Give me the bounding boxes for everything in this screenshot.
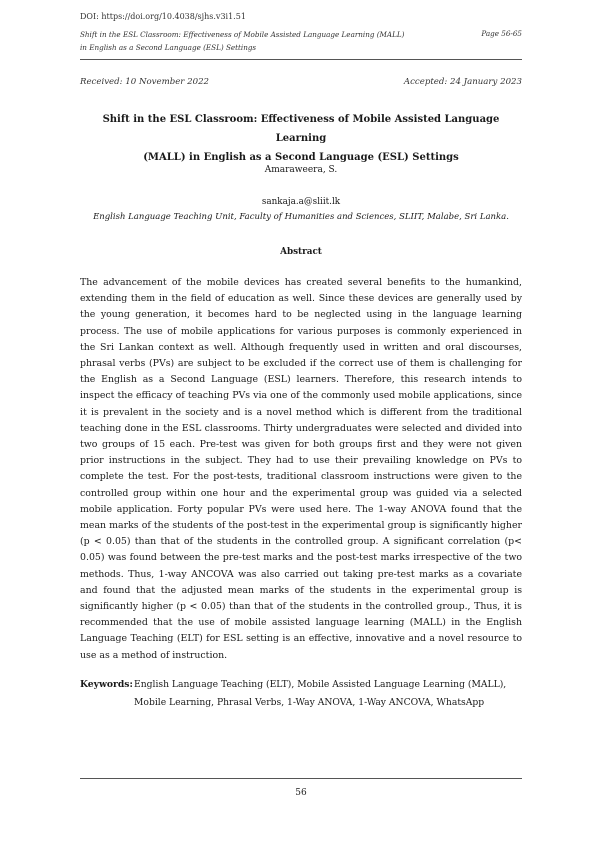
page-range: Page 56-65 (481, 29, 522, 38)
running-title-line2: in English as a Second Language (ESL) Settings (80, 42, 257, 52)
keywords-label: Keywords: (80, 679, 133, 690)
abstract-heading: Abstract (280, 247, 322, 257)
header-rule (80, 59, 522, 60)
running-title-line1: Shift in the ESL Classroom: Effectiveness of Mobile Assisted Language Learning (MALL) (80, 30, 405, 39)
footer-rule (80, 778, 522, 779)
keywords-list: English Language Teaching (ELT), Mobile Assisted Language Learning (MALL), Mobile Learning, Phrasal Verbs, 1-Way ANOVA, 1-Way ANCOVA, WhatsApp (134, 679, 507, 708)
author-name: Amaraweera, S. (264, 165, 338, 175)
abstract-body: The advancement of the mobile devices has created several benefits to the humankind, extending them in the field of education as well. Since these devices are generally used by the young generation, it becomes hard to be neglected using in the language learning process. The use of mobile applications for various purposes is commonly experienced in the Sri Lankan context as well. Although frequently used in written and oral discourses, phrasal verbs (PVs) are subject to be excluded if the correct use of them is challenging for the English as a Second Language (ESL) learners. Therefore, this research intends to inspect the efficacy of teaching PVs via one of the commonly used mobile applications, since it is prevalent in the society and is a novel method which is different from the traditional teaching done in the ESL classrooms. Thirty undergraduates were selected and divided into two groups of 15 each. Pre-test was given for both groups first and they were not given prior instructions in the subject. They had to use their prevailing knowledge on PVs to complete the test. For the post-tests, traditional classroom instructions were given to the controlled group within one hour and the experimental group was guided via a selected mobile application. Forty popular PVs were used here. The 1-way ANOVA found that the mean marks of the students of the post-test in the experimental group is significantly higher (p < 0.05) than that of the students in the controlled group. A significant correlation (p< 0.05) was found between the pre-test marks and the post-test marks irrespective of the two methods. Thus, 1-way ANCOVA was also carried out taking pre-test marks as a covariate and found that the adjusted mean marks of the students in the experimental group is significantly higher (p < 0.05) than that of the students in the controlled group., Thus, it is recommended that the use of mobile assisted language learning (MALL) in the English Language Teaching (ELT) for ESL setting is an effective, innovative and a novel resource to use as a method of instruction. (80, 277, 522, 661)
author-affiliation: English Language Teaching Unit, Faculty of Humanities and Sciences, SLIIT, Malabe, Sri Lanka. (93, 212, 509, 222)
running-title (80, 29, 440, 54)
paper-title-line2: (MALL) in English as a Second Language (ESL) Settings (143, 152, 459, 163)
dates-row (80, 77, 522, 87)
author-email[interactable]: sankaja.a@sliit.lk (261, 197, 341, 207)
accepted-date: Accepted: 24 January 2023 (403, 77, 522, 87)
paper-title (80, 110, 522, 167)
doi-line[interactable]: DOI: https://doi.org/10.4038/sjhs.v3i1.51 (80, 12, 246, 21)
page-number: 56 (295, 788, 307, 798)
paper-title-line1: Shift in the ESL Classroom: Effectiveness of Mobile Assisted Language Learning (102, 114, 500, 144)
received-date: Received: 10 November 2022 (80, 77, 210, 87)
